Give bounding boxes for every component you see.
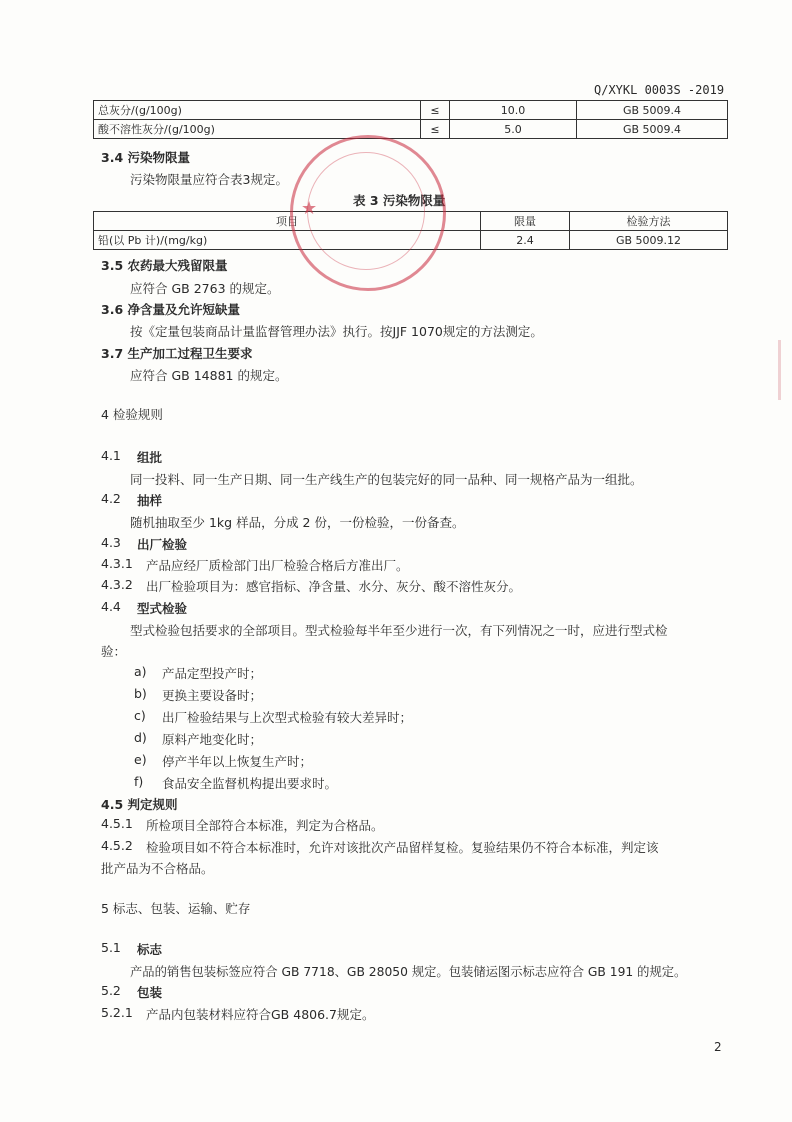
- section-body-3-5: 应符合 GB 2763 的规定。: [130, 281, 280, 296]
- section-heading-3-7: 3.7 生产加工过程卫生要求: [101, 346, 253, 361]
- list-marker: f): [134, 774, 144, 789]
- item-number-5-2-1: 5.2.1: [101, 1005, 133, 1020]
- requirements-table: [93, 100, 728, 139]
- seal-inner-ring: [307, 152, 425, 270]
- section-body-4-4-line1: 型式检验包括要求的全部项目。型式检验每半年至少进行一次，有下列情况之一时，应进行型式检: [130, 623, 668, 638]
- section-body-3-6: 按《定量包装商品计量监督管理办法》执行。按JJF 1070规定的方法测定。: [130, 324, 543, 339]
- item-text-5-2-1: 产品内包装材料应符合GB 4806.7规定。: [146, 1007, 375, 1022]
- section-heading-3-5: 3.5 农药最大残留限量: [101, 258, 228, 273]
- table-row: [94, 120, 728, 139]
- section-number-4-1: 4.1: [101, 448, 121, 463]
- table-cell-item: 总灰分/(g/100g): [94, 101, 421, 120]
- list-item: 更换主要设备时；: [162, 688, 263, 703]
- item-text-4-5-2-line1: 检验项目如不符合本标准时，允许对该批次产品留样复检。复验结果仍不符合本标准，判定该: [146, 840, 659, 855]
- section-title-4-1: 组批: [137, 450, 163, 465]
- table-caption: 表 3 污染物限量: [353, 193, 446, 208]
- chapter-heading-4: 4 检验规则: [101, 407, 163, 422]
- list-marker: d): [134, 730, 147, 745]
- section-heading-3-6: 3.6 净含量及允许短缺量: [101, 302, 240, 317]
- scan-edge-mark: [778, 340, 781, 400]
- table-cell-method: GB 5009.4: [577, 120, 728, 139]
- item-number-4-5-1: 4.5.1: [101, 816, 133, 831]
- table-cell-item: 铅(以 Pb 计)/(mg/kg): [94, 231, 481, 250]
- item-number-4-5-2: 4.5.2: [101, 838, 133, 853]
- section-body-3-4: 污染物限量应符合表3规定。: [130, 172, 288, 187]
- section-body-3-7: 应符合 GB 14881 的规定。: [130, 368, 288, 383]
- table-cell-item: 酸不溶性灰分/(g/100g): [94, 120, 421, 139]
- section-heading-3-4: 3.4 污染物限量: [101, 150, 190, 165]
- table-cell-method: GB 5009.4: [577, 101, 728, 120]
- list-marker: b): [134, 686, 147, 701]
- list-item: 停产半年以上恢复生产时；: [162, 754, 313, 769]
- table-cell-method: GB 5009.12: [570, 231, 728, 250]
- document-code: Q/XYKL 0003S -2019: [594, 83, 725, 97]
- section-title-5-1: 标志: [137, 942, 163, 957]
- list-item: 出厂检验结果与上次型式检验有较大差异时；: [162, 710, 413, 725]
- section-body-4-4-line2: 验：: [101, 644, 127, 659]
- section-number-4-2: 4.2: [101, 491, 121, 506]
- table-cell-symbol: ≤: [421, 120, 450, 139]
- section-body-5-1: 产品的销售包装标签应符合 GB 7718、GB 28050 规定。包装储运图示标志应符合 GB 191 的规定。: [130, 965, 687, 979]
- table-cell-symbol: ≤: [421, 101, 450, 120]
- section-body-4-2: 随机抽取至少 1kg 样品，分成 2 份，一份检验，一份备查。: [130, 515, 465, 530]
- list-marker: a): [134, 664, 147, 679]
- section-number-5-1: 5.1: [101, 940, 121, 955]
- list-item: 食品安全监督机构提出要求时。: [162, 776, 338, 791]
- section-number-4-3: 4.3: [101, 535, 121, 550]
- chapter-heading-5: 5 标志、包装、运输、贮存: [101, 901, 251, 916]
- list-item: 原料产地变化时；: [162, 732, 263, 747]
- page-number: 2: [714, 1040, 722, 1054]
- section-title-4-2: 抽样: [137, 493, 163, 508]
- item-text-4-3-1: 产品应经厂质检部门出厂检验合格后方准出厂。: [146, 558, 409, 573]
- table-cell-limit: 2.4: [481, 231, 570, 250]
- list-marker: c): [134, 708, 146, 723]
- table-header-item: 项目: [94, 212, 481, 231]
- section-heading-4-5: 4.5 判定规则: [101, 797, 178, 812]
- list-marker: e): [134, 752, 147, 767]
- section-body-4-1: 同一投料、同一生产日期、同一生产线生产的包装完好的同一品种、同一规格产品为一组批。: [130, 472, 643, 487]
- seal-star-icon: ★: [301, 198, 318, 219]
- table-header-method: 检验方法: [570, 212, 728, 231]
- item-number-4-3-2: 4.3.2: [101, 577, 133, 592]
- list-item: 产品定型投产时；: [162, 666, 263, 681]
- table-row: [94, 101, 728, 120]
- item-text-4-5-2-line2: 批产品为不合格品。: [101, 861, 214, 876]
- section-title-4-4: 型式检验: [137, 601, 188, 616]
- section-number-4-4: 4.4: [101, 599, 121, 614]
- section-title-4-3: 出厂检验: [137, 537, 188, 552]
- item-text-4-5-1: 所检项目全部符合本标准，判定为合格品。: [146, 818, 384, 833]
- section-title-5-2: 包装: [137, 985, 163, 1000]
- company-seal: [290, 135, 446, 291]
- item-number-4-3-1: 4.3.1: [101, 556, 133, 571]
- table-header-limit: 限量: [481, 212, 570, 231]
- item-text-4-3-2: 出厂检验项目为：感官指标、净含量、水分、灰分、酸不溶性灰分。: [146, 579, 522, 594]
- table-cell-value: 5.0: [450, 120, 577, 139]
- section-number-5-2: 5.2: [101, 983, 121, 998]
- table-cell-value: 10.0: [450, 101, 577, 120]
